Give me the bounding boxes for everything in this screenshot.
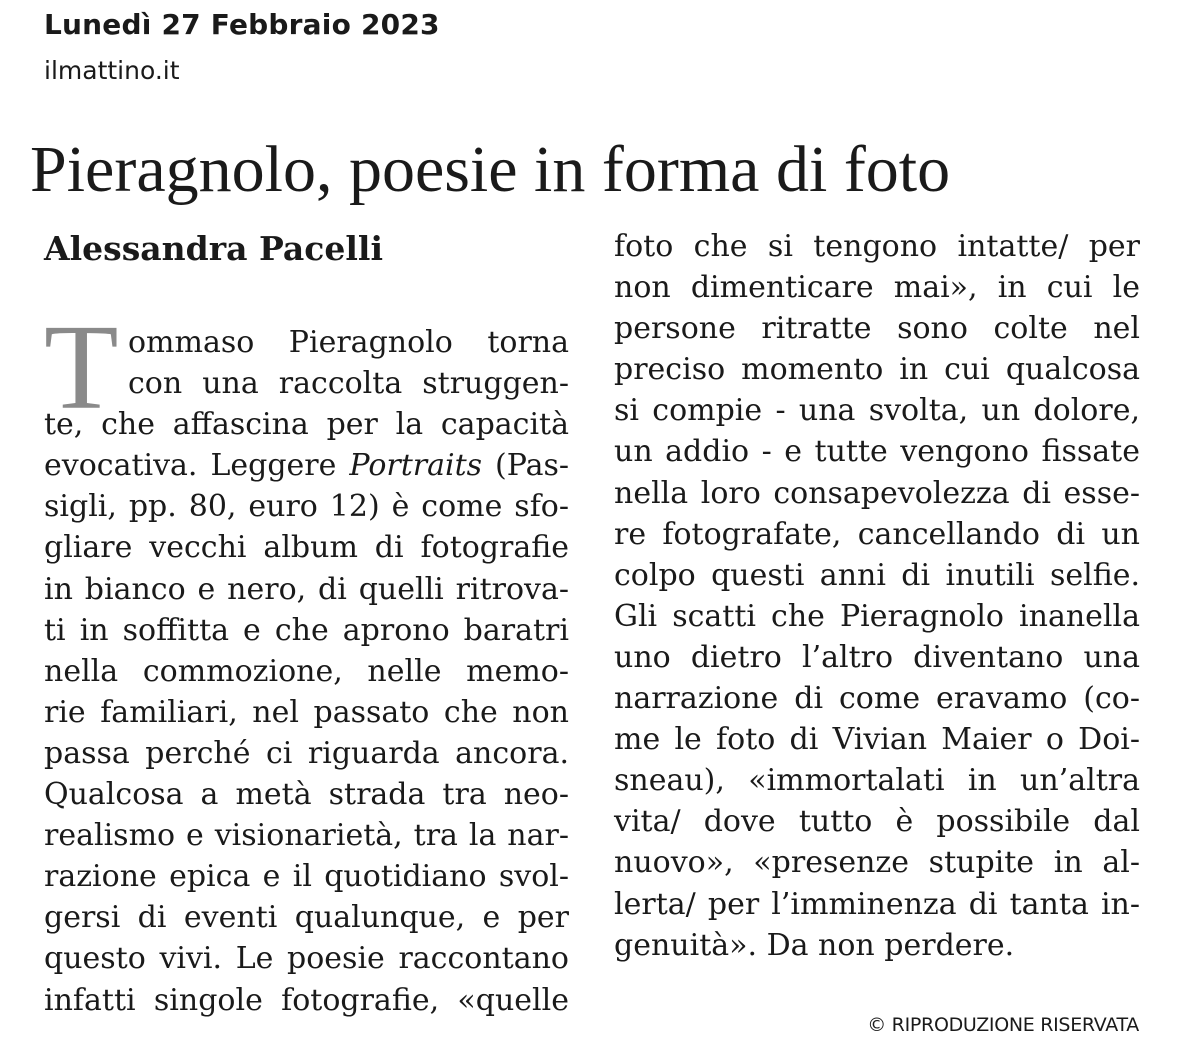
column-line: gersi di eventi qualunque, e per (44, 900, 569, 936)
column-line: nella commozione, nelle memo- (44, 653, 569, 689)
column-line: rie familiari, nel passato che non (44, 694, 569, 730)
column-line: questo vivi. Le poesie raccontano (44, 941, 569, 977)
column-line: evocativa. Leggere Portraits (Pas- (44, 448, 569, 484)
article-column-2 (614, 226, 1140, 966)
column-line: passa perché ci riguarda ancora. (44, 735, 569, 771)
column-line: un addio - e tutte vengono fissate (614, 434, 1140, 470)
column-line: ommaso Pieragnolo torna (128, 325, 569, 360)
column-line: non dimenticare mai», in cui le (614, 270, 1140, 306)
column-line: vita/ dove tutto è possibile dal (614, 804, 1140, 840)
column-line: razione epica e il quotidiano svol- (44, 859, 569, 895)
publication-date: Lunedì 27 Febbraio 2023 (44, 8, 440, 41)
column-line: si compie - una svolta, un dolore, (614, 393, 1140, 429)
column-line: ti in soffitta e che aprono baratri (44, 612, 569, 648)
column-line: re fotografate, cancellando di un (614, 516, 1140, 552)
column-line: preciso momento in cui qualcosa (614, 352, 1140, 388)
column-line: genuità». Da non perdere. (614, 927, 1015, 963)
copyright-notice: © RIPRODUZIONE RISERVATA (867, 1014, 1139, 1036)
column-line: infatti singole fotografie, «quelle (44, 982, 569, 1018)
article-headline: Pieragnolo, poesie in forma di foto (30, 133, 951, 206)
drop-cap: T (44, 300, 119, 435)
column-line: Gli scatti che Pieragnolo inanella (614, 598, 1140, 634)
column-line: Qualcosa a metà strada tra neo- (44, 777, 569, 813)
column-line: con una raccolta struggen- (128, 366, 569, 402)
column-line: in bianco e nero, di quelli ritrova- (44, 571, 569, 607)
column-line: uno dietro l’altro diventano una (614, 639, 1140, 675)
column-line: te, che affascina per la capacità (44, 407, 569, 443)
column-line: nella loro consapevolezza di esse- (614, 475, 1140, 511)
column-line: colpo questi anni di inutili selfie. (614, 557, 1140, 593)
column-line: nuovo», «presenze stupite in al- (614, 845, 1140, 881)
column-line: realismo e visionarietà, tra la nar- (44, 818, 569, 854)
column-line: sigli, pp. 80, euro 12) è come sfo- (44, 489, 569, 525)
column-line: foto che si tengono intatte/ per (614, 229, 1140, 264)
article-column-1 (44, 322, 569, 1021)
column-line: gliare vecchi album di fotografie (44, 530, 569, 566)
column-line: sneau), «immortalati in un’altra (614, 763, 1140, 799)
column-line: persone ritratte sono colte nel (614, 311, 1140, 347)
site-name: ilmattino.it (44, 56, 180, 85)
article-byline: Alessandra Pacelli (44, 229, 384, 268)
column-line: me le foto di Vivian Maier o Doi- (614, 722, 1140, 758)
column-line: narrazione di come eravamo (co- (614, 681, 1140, 717)
column-line: lerta/ per l’imminenza di tanta in- (614, 886, 1140, 922)
